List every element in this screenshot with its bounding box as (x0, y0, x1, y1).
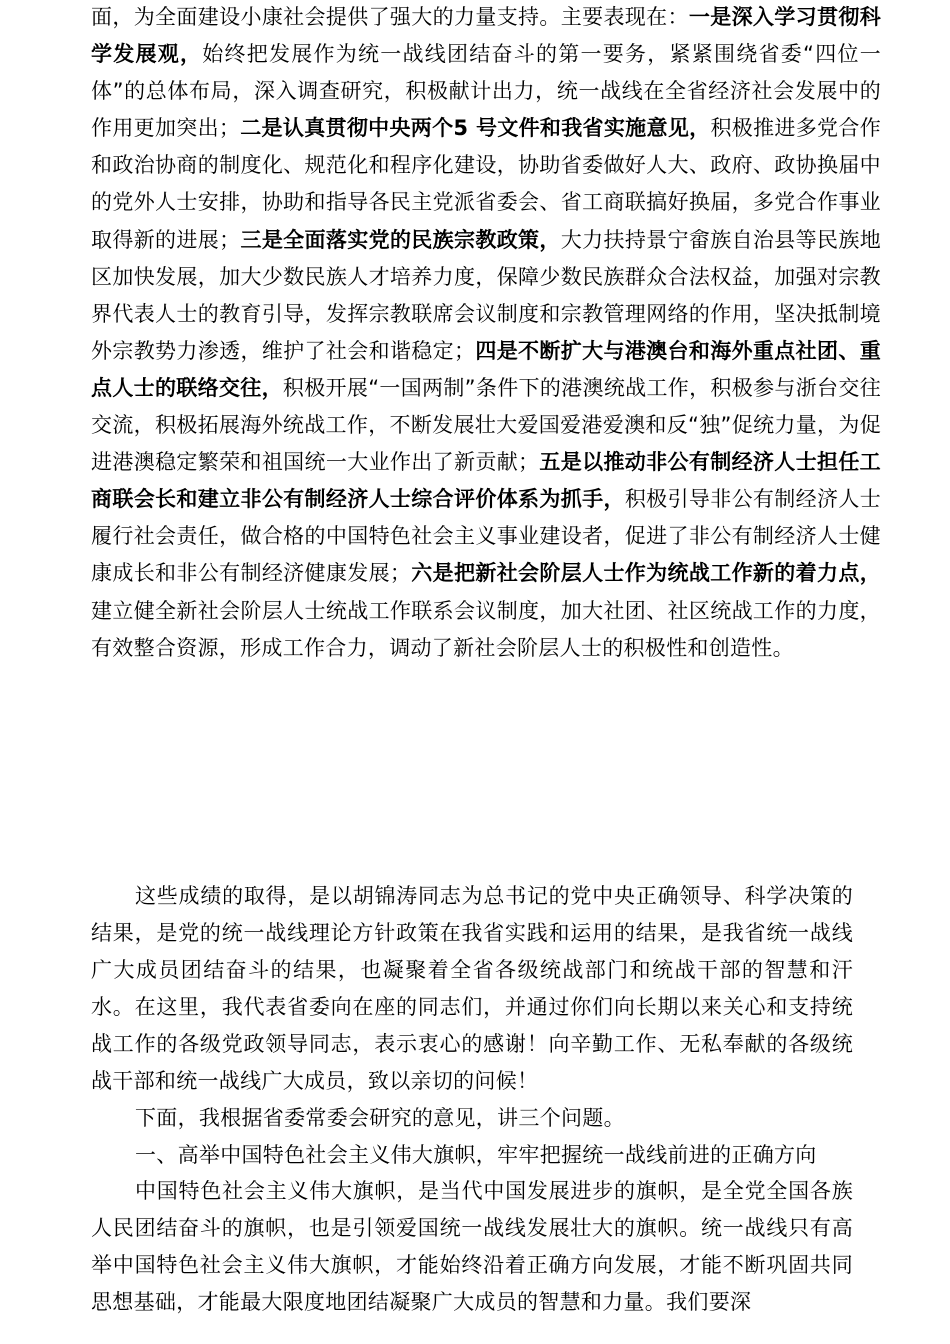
bold-point-3: 三是全面落实党的民族宗教政策， (240, 227, 561, 252)
text-span: 始终把发展作为统一战线团结奋斗的第一要务，紧紧围绕省委“四位一体”的总体布局，深入调查研究，积极献计出力，统一战线在全省经济社会发展中的作用更加突出； (91, 42, 881, 141)
bold-point-5: 五是以推动非公有制经济人士担任工商联会长和建立非公有制经济人士综合评价体系为抓手， (91, 450, 881, 512)
section-heading: 一、高举中国特色社会主义伟大旗帜，牢牢把握统一战线前进的正确方向 (135, 1143, 817, 1167)
text-span: 建立健全新社会阶层人士统战工作联系会议制度，加大社团、社区统战工作的力度，有效整合资源，形成工作合力，调动了新社会阶层人士的积极性和创造性。 (91, 598, 881, 660)
text-span: 面，为全面建设小康社会提供了强大的力量支持。主要表现在： (91, 5, 689, 29)
bold-point-2: 二是认真贯彻中央两个5 号文件和我省实施意见， (240, 116, 711, 141)
text-span: 积极推进多党合作和政治协商的制度化、规范化和程序化建设，协助省委做好人大、政府、政协换届中的党外人士安排，协助和指导各民主党派省委会、省工商联搞好换届，多党合作事业取得新的进展； (91, 116, 881, 252)
section-body-paragraph: 中国特色社会主义伟大旗帜，是当代中国发展进步的旗帜，是全党全国各族人民团结奋斗的旗帜，也是引领爱国统一战线发展壮大的旗帜。统一战线只有高举中国特色社会主义伟大旗帜，才能始终沿着正确方向发展，才能不断巩固共同思想基础，才能最大限度地团结凝聚广大成员的智慧和力量。我们要深 (91, 1179, 853, 1315)
bold-point-4: 四是不断扩大与港澳台和海外重点社团、重点人士的联络交往， (91, 338, 881, 400)
bold-point-1: 一是深入学习贯彻科学发展观， (91, 5, 881, 67)
intro-paragraph: 下面，我根据省委常委会研究的意见，讲三个问题。 (135, 1106, 625, 1130)
text-span: 积极开展“一国两制”条件下的港澳统战工作，积极参与浙台交往交流，积极拓展海外统战工作，不断发展壮大爱国爱港爱澳和反“独”促统力量，为促进港澳稳定繁荣和祖国统一大业作出了新贡献； (91, 375, 881, 475)
text-span: 积极引导非公有制经济人士履行社会责任，做合格的中国特色社会主义事业建设者，促进了非公有制经济人士健康成长和非公有制经济健康发展； (91, 487, 881, 586)
bold-point-6: 六是把新社会阶层人士作为统战工作新的着力点， (411, 561, 881, 586)
achievements-paragraph (91, 0, 881, 667)
text-span: 大力扶持景宁畲族自治县等民族地区加快发展，加大少数民族人才培养力度，保障少数民族群众合法权益，加强对宗教界代表人士的教育引导，发挥宗教联席会议制度和宗教管理网络的作用，坚决抵制境外宗教势力渗透，维护了社会和谐稳定； (91, 227, 881, 363)
gratitude-paragraph: 这些成绩的取得，是以胡锦涛同志为总书记的党中央正确领导、科学决策的结果，是党的统一战线理论方针政策在我省实践和运用的结果，是我省统一战线广大成员团结奋斗的结果，也凝聚着全省各级统战部门和统战干部的智慧和汗水。在这里，我代表省委向在座的同志们，并通过你们向长期以来关心和支持统战工作的各级党政领导同志，表示衷心的感谢！向辛勤工作、无私奉献的各级统战干部和统一战线广大成员，致以亲切的问候！ (91, 884, 853, 1094)
